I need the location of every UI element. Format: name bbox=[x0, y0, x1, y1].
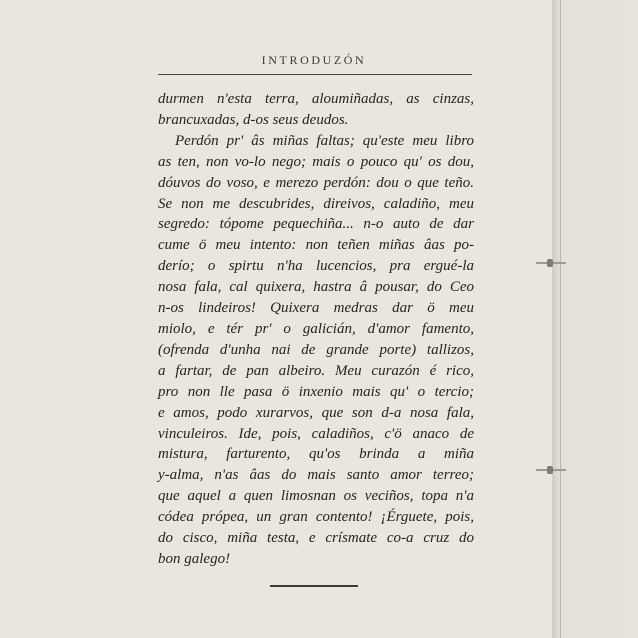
text-line: do cisco, miña testa, e crísmate co-a cruz do bbox=[158, 530, 474, 547]
header-rule bbox=[158, 74, 472, 75]
text-line: mistura, farturento, qu'os brinda a miña bbox=[158, 446, 474, 463]
text-line: vinculeiros. Ide, pois, caladiños, c'ö anaco de bbox=[158, 425, 474, 442]
text-line: Perdón pr' âs miñas faltas; qu'este meu libro bbox=[175, 132, 474, 149]
text-line: bon galego! bbox=[158, 550, 231, 567]
text-line: durmen n'esta terra, aloumiñadas, as cinzas, bbox=[158, 91, 474, 107]
text-line: a fartar, de pan albeiro. Meu curazón é rico, bbox=[158, 362, 474, 379]
running-head: INTRODUZÓN bbox=[261, 53, 367, 67]
text-line: (ofrenda d'unha nai de grande porte) tallizos, bbox=[158, 341, 474, 358]
book-gutter bbox=[552, 0, 638, 638]
text-line: que aquel a quen limosnan os veciños, topa n'a bbox=[158, 488, 474, 505]
text-line: derío; o spirtu n'ha lucencios, pra ergué-la bbox=[158, 258, 474, 275]
text-line: cume ö meu intento: non teñen miñas âas po- bbox=[158, 237, 474, 254]
text-line: dóuvos do voso, e merezo perdón: dou o que teño. bbox=[158, 174, 474, 191]
binding-stitch-icon bbox=[536, 262, 566, 264]
text-line: brancuxadas, d-os seus deudos. bbox=[158, 111, 349, 128]
body-text bbox=[158, 89, 474, 570]
text-line: n-os lindeiros! Quixera medras dar ö meu bbox=[158, 300, 474, 317]
text-line: segredo: tópome pequechiña... n-o auto de dar bbox=[158, 216, 474, 233]
closing-rule bbox=[270, 585, 358, 587]
text-line: e amos, podo xurarvos, que son d-a nosa fala, bbox=[158, 404, 474, 421]
text-line: Se non me descubrides, direivos, caladiño, meu bbox=[158, 195, 474, 212]
binding-stitch-icon bbox=[536, 469, 566, 471]
text-line: códea própea, un gran contento! ¡Érguete, pois, bbox=[158, 509, 474, 526]
text-line: nosa fala, cal quixera, hastra â pousar, do Ceo bbox=[158, 279, 474, 296]
text-line: y-alma, n'as âas do mais santo amor terreo; bbox=[158, 467, 474, 484]
text-line: pro non lle pasa ö inxenio mais qu' o tercio; bbox=[158, 383, 474, 400]
gutter-edge bbox=[560, 0, 561, 638]
text-line: miolo, e tér pr' o galicián, d'amor famento, bbox=[158, 320, 474, 337]
text-line: as ten, non vo-lo nego; mais o pouco qu' os dou, bbox=[158, 153, 474, 170]
